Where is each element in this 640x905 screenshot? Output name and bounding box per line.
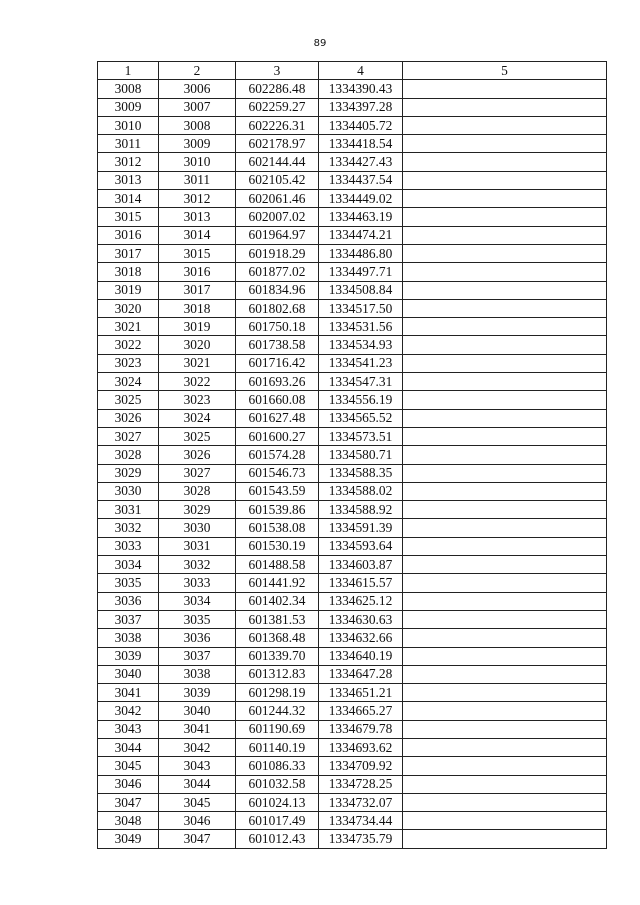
table-row [98, 226, 607, 244]
table-body [98, 80, 607, 848]
table-cell: 3038 [159, 665, 236, 683]
table-cell: 3043 [98, 720, 159, 738]
table-cell: 601834.96 [236, 281, 319, 299]
table-cell: 3045 [98, 757, 159, 775]
table-cell: 3033 [159, 574, 236, 592]
table-cell: 3043 [159, 757, 236, 775]
table-cell: 601750.18 [236, 318, 319, 336]
table-cell [403, 336, 607, 354]
table-cell: 601716.42 [236, 354, 319, 372]
table-cell [403, 116, 607, 134]
table-cell: 3025 [159, 427, 236, 445]
table-row [98, 537, 607, 555]
table-row [98, 409, 607, 427]
table-cell: 601140.19 [236, 738, 319, 756]
table-cell: 602144.44 [236, 153, 319, 171]
table-cell: 3027 [159, 464, 236, 482]
coordinates-table [97, 61, 607, 849]
table-cell: 1334679.78 [319, 720, 403, 738]
table-cell [403, 537, 607, 555]
table-row [98, 501, 607, 519]
table-cell: 1334463.19 [319, 208, 403, 226]
table-cell: 602178.97 [236, 135, 319, 153]
table-cell [403, 574, 607, 592]
table-cell: 3034 [98, 556, 159, 574]
table-cell [403, 830, 607, 848]
table-row [98, 244, 607, 262]
table-cell: 3012 [98, 153, 159, 171]
table-cell: 3016 [159, 263, 236, 281]
table-row [98, 427, 607, 445]
table-cell: 601877.02 [236, 263, 319, 281]
table-cell [403, 409, 607, 427]
table-cell: 1334665.27 [319, 702, 403, 720]
table-cell: 3022 [159, 373, 236, 391]
table-row [98, 574, 607, 592]
table-cell: 3026 [98, 409, 159, 427]
table-cell: 3011 [98, 135, 159, 153]
table-cell: 1334449.02 [319, 190, 403, 208]
table-cell: 1334405.72 [319, 116, 403, 134]
table-cell: 3039 [98, 647, 159, 665]
table-cell: 1334427.43 [319, 153, 403, 171]
table-cell [403, 354, 607, 372]
table-cell: 601339.70 [236, 647, 319, 665]
table-cell: 3028 [98, 446, 159, 464]
table-cell: 3024 [98, 373, 159, 391]
table-cell: 601964.97 [236, 226, 319, 244]
table-cell: 3010 [98, 116, 159, 134]
column-header: 5 [403, 62, 607, 80]
table-cell: 1334517.50 [319, 299, 403, 317]
table-row [98, 171, 607, 189]
table-cell [403, 812, 607, 830]
table-row [98, 153, 607, 171]
table-cell: 601024.13 [236, 793, 319, 811]
table-cell: 3047 [159, 830, 236, 848]
table-cell: 3036 [159, 629, 236, 647]
table-cell [403, 208, 607, 226]
table-cell [403, 482, 607, 500]
table-cell: 601574.28 [236, 446, 319, 464]
table-row [98, 299, 607, 317]
table-cell: 3039 [159, 684, 236, 702]
table-cell: 3021 [159, 354, 236, 372]
table-cell: 3046 [98, 775, 159, 793]
table-cell: 3030 [159, 519, 236, 537]
table-cell: 1334588.35 [319, 464, 403, 482]
table-row [98, 793, 607, 811]
table-cell: 3029 [159, 501, 236, 519]
table-cell: 601543.59 [236, 482, 319, 500]
table-row [98, 116, 607, 134]
table-cell: 3017 [159, 281, 236, 299]
table-row [98, 684, 607, 702]
table-cell: 3015 [159, 244, 236, 262]
table-cell: 1334693.62 [319, 738, 403, 756]
table-cell: 601538.08 [236, 519, 319, 537]
table-cell [403, 263, 607, 281]
table-cell: 1334580.71 [319, 446, 403, 464]
table-cell: 601660.08 [236, 391, 319, 409]
table-cell [403, 720, 607, 738]
table-cell: 601539.86 [236, 501, 319, 519]
table-cell: 3009 [159, 135, 236, 153]
table-row [98, 775, 607, 793]
table-cell: 601530.19 [236, 537, 319, 555]
table-cell: 601312.83 [236, 665, 319, 683]
table-cell: 3045 [159, 793, 236, 811]
table-cell: 3007 [159, 98, 236, 116]
table-cell: 1334486.80 [319, 244, 403, 262]
table-row [98, 446, 607, 464]
table-cell: 3014 [98, 190, 159, 208]
table-cell: 1334709.92 [319, 757, 403, 775]
table-cell: 3015 [98, 208, 159, 226]
table-row [98, 629, 607, 647]
table-cell: 3042 [98, 702, 159, 720]
table-cell: 601600.27 [236, 427, 319, 445]
table-cell: 3020 [159, 336, 236, 354]
table-cell: 3049 [98, 830, 159, 848]
table-cell: 601738.58 [236, 336, 319, 354]
table-cell [403, 190, 607, 208]
table-cell: 602259.27 [236, 98, 319, 116]
table-cell: 3014 [159, 226, 236, 244]
column-header: 3 [236, 62, 319, 80]
table-cell [403, 519, 607, 537]
table-cell [403, 299, 607, 317]
table-row [98, 592, 607, 610]
table-cell: 3029 [98, 464, 159, 482]
table-cell: 1334531.56 [319, 318, 403, 336]
table-cell: 1334734.44 [319, 812, 403, 830]
table-row [98, 482, 607, 500]
table-cell: 1334651.21 [319, 684, 403, 702]
table-cell: 1334735.79 [319, 830, 403, 848]
table-cell: 3047 [98, 793, 159, 811]
table-cell: 3018 [159, 299, 236, 317]
table-cell: 1334588.92 [319, 501, 403, 519]
table-cell: 1334615.57 [319, 574, 403, 592]
table-row [98, 738, 607, 756]
table-cell: 3031 [98, 501, 159, 519]
table-cell: 3012 [159, 190, 236, 208]
table-row [98, 830, 607, 848]
column-header: 2 [159, 62, 236, 80]
table-cell: 3041 [98, 684, 159, 702]
table-cell [403, 135, 607, 153]
table-cell [403, 610, 607, 628]
table-row [98, 702, 607, 720]
table-cell: 3021 [98, 318, 159, 336]
table-row [98, 336, 607, 354]
page-number: 89 [313, 38, 327, 49]
table-cell: 601017.49 [236, 812, 319, 830]
table-cell: 3010 [159, 153, 236, 171]
table-cell: 1334541.23 [319, 354, 403, 372]
table-cell: 602226.31 [236, 116, 319, 134]
table-cell: 1334573.51 [319, 427, 403, 445]
table-cell: 3013 [159, 208, 236, 226]
table-cell: 3013 [98, 171, 159, 189]
table-row [98, 647, 607, 665]
table-cell: 3028 [159, 482, 236, 500]
table-row [98, 556, 607, 574]
table-cell: 3008 [98, 80, 159, 98]
table-cell [403, 446, 607, 464]
table-cell: 3044 [159, 775, 236, 793]
table-cell: 1334588.02 [319, 482, 403, 500]
table-row [98, 391, 607, 409]
table-cell: 1334640.19 [319, 647, 403, 665]
table-cell: 601368.48 [236, 629, 319, 647]
table-cell: 1334591.39 [319, 519, 403, 537]
table-cell: 3037 [98, 610, 159, 628]
table-cell [403, 793, 607, 811]
table-row [98, 135, 607, 153]
table-cell: 3040 [98, 665, 159, 683]
table-cell [403, 171, 607, 189]
table-cell: 3048 [98, 812, 159, 830]
table-cell: 1334534.93 [319, 336, 403, 354]
table-cell [403, 738, 607, 756]
table-row [98, 98, 607, 116]
table-cell: 3018 [98, 263, 159, 281]
table-row [98, 281, 607, 299]
table-cell: 3038 [98, 629, 159, 647]
table-cell: 601488.58 [236, 556, 319, 574]
table-cell: 601190.69 [236, 720, 319, 738]
table-cell [403, 665, 607, 683]
table-row [98, 208, 607, 226]
table-cell: 3046 [159, 812, 236, 830]
table-cell [403, 153, 607, 171]
table-cell [403, 775, 607, 793]
column-header: 4 [319, 62, 403, 80]
table-cell: 3019 [98, 281, 159, 299]
table-cell [403, 226, 607, 244]
table-cell: 3017 [98, 244, 159, 262]
table-cell [403, 556, 607, 574]
table-cell: 3023 [98, 354, 159, 372]
table-cell: 3009 [98, 98, 159, 116]
table-cell [403, 98, 607, 116]
table-cell: 601441.92 [236, 574, 319, 592]
table-cell: 602286.48 [236, 80, 319, 98]
table-row [98, 80, 607, 98]
table-cell: 602007.02 [236, 208, 319, 226]
table-cell [403, 647, 607, 665]
table-cell: 1334474.21 [319, 226, 403, 244]
table-cell: 601012.43 [236, 830, 319, 848]
table-cell: 3032 [159, 556, 236, 574]
table-cell: 3032 [98, 519, 159, 537]
table-cell: 601298.19 [236, 684, 319, 702]
table-cell: 3040 [159, 702, 236, 720]
table-row [98, 263, 607, 281]
table-cell: 1334632.66 [319, 629, 403, 647]
table-cell: 3035 [159, 610, 236, 628]
table-cell: 1334728.25 [319, 775, 403, 793]
table-cell: 1334732.07 [319, 793, 403, 811]
table-cell: 3035 [98, 574, 159, 592]
table-cell [403, 592, 607, 610]
table-cell: 3031 [159, 537, 236, 555]
table-cell: 3025 [98, 391, 159, 409]
table-cell: 3042 [159, 738, 236, 756]
table-cell: 601802.68 [236, 299, 319, 317]
table-cell: 601627.48 [236, 409, 319, 427]
table-row [98, 812, 607, 830]
table-cell: 601918.29 [236, 244, 319, 262]
table-cell: 3036 [98, 592, 159, 610]
table-cell: 3044 [98, 738, 159, 756]
table-cell: 1334630.63 [319, 610, 403, 628]
table-cell: 601402.34 [236, 592, 319, 610]
table-cell: 601693.26 [236, 373, 319, 391]
table-cell [403, 80, 607, 98]
table-cell: 1334418.54 [319, 135, 403, 153]
table-cell: 3016 [98, 226, 159, 244]
table-cell: 3027 [98, 427, 159, 445]
table-cell: 601381.53 [236, 610, 319, 628]
table-cell [403, 757, 607, 775]
table-cell: 601032.58 [236, 775, 319, 793]
table-row [98, 354, 607, 372]
table-cell: 1334625.12 [319, 592, 403, 610]
table-cell: 1334565.52 [319, 409, 403, 427]
table-row [98, 464, 607, 482]
table-cell: 601244.32 [236, 702, 319, 720]
table-cell: 1334437.54 [319, 171, 403, 189]
table-row [98, 373, 607, 391]
table-cell [403, 684, 607, 702]
table-row [98, 610, 607, 628]
table-cell [403, 427, 607, 445]
table-cell: 1334508.84 [319, 281, 403, 299]
table-cell: 601086.33 [236, 757, 319, 775]
table-cell: 1334556.19 [319, 391, 403, 409]
table-cell [403, 318, 607, 336]
table-cell [403, 244, 607, 262]
table-cell: 1334390.43 [319, 80, 403, 98]
table-cell: 3037 [159, 647, 236, 665]
table-cell: 3008 [159, 116, 236, 134]
table-cell: 3023 [159, 391, 236, 409]
table-cell: 3030 [98, 482, 159, 500]
table-cell: 3019 [159, 318, 236, 336]
table-cell: 3026 [159, 446, 236, 464]
table-cell [403, 281, 607, 299]
table-row [98, 519, 607, 537]
table-cell: 3041 [159, 720, 236, 738]
table-row [98, 318, 607, 336]
table-cell: 1334547.31 [319, 373, 403, 391]
table-cell [403, 464, 607, 482]
table-cell: 3034 [159, 592, 236, 610]
table-cell: 1334397.28 [319, 98, 403, 116]
table-row [98, 720, 607, 738]
table-cell [403, 391, 607, 409]
table-cell [403, 702, 607, 720]
table-cell: 3033 [98, 537, 159, 555]
table-cell: 3024 [159, 409, 236, 427]
table-cell [403, 501, 607, 519]
table-cell [403, 629, 607, 647]
table-cell: 1334497.71 [319, 263, 403, 281]
table-cell: 3011 [159, 171, 236, 189]
table-cell: 602061.46 [236, 190, 319, 208]
table-cell: 1334603.87 [319, 556, 403, 574]
table-cell: 1334593.64 [319, 537, 403, 555]
table-cell: 3006 [159, 80, 236, 98]
column-header: 1 [98, 62, 159, 80]
table-cell: 601546.73 [236, 464, 319, 482]
table-cell: 602105.42 [236, 171, 319, 189]
table-cell [403, 373, 607, 391]
table-cell: 1334647.28 [319, 665, 403, 683]
table-row [98, 757, 607, 775]
table-row [98, 665, 607, 683]
table-cell: 3020 [98, 299, 159, 317]
table-row [98, 190, 607, 208]
table-cell: 3022 [98, 336, 159, 354]
header-row [98, 62, 607, 80]
